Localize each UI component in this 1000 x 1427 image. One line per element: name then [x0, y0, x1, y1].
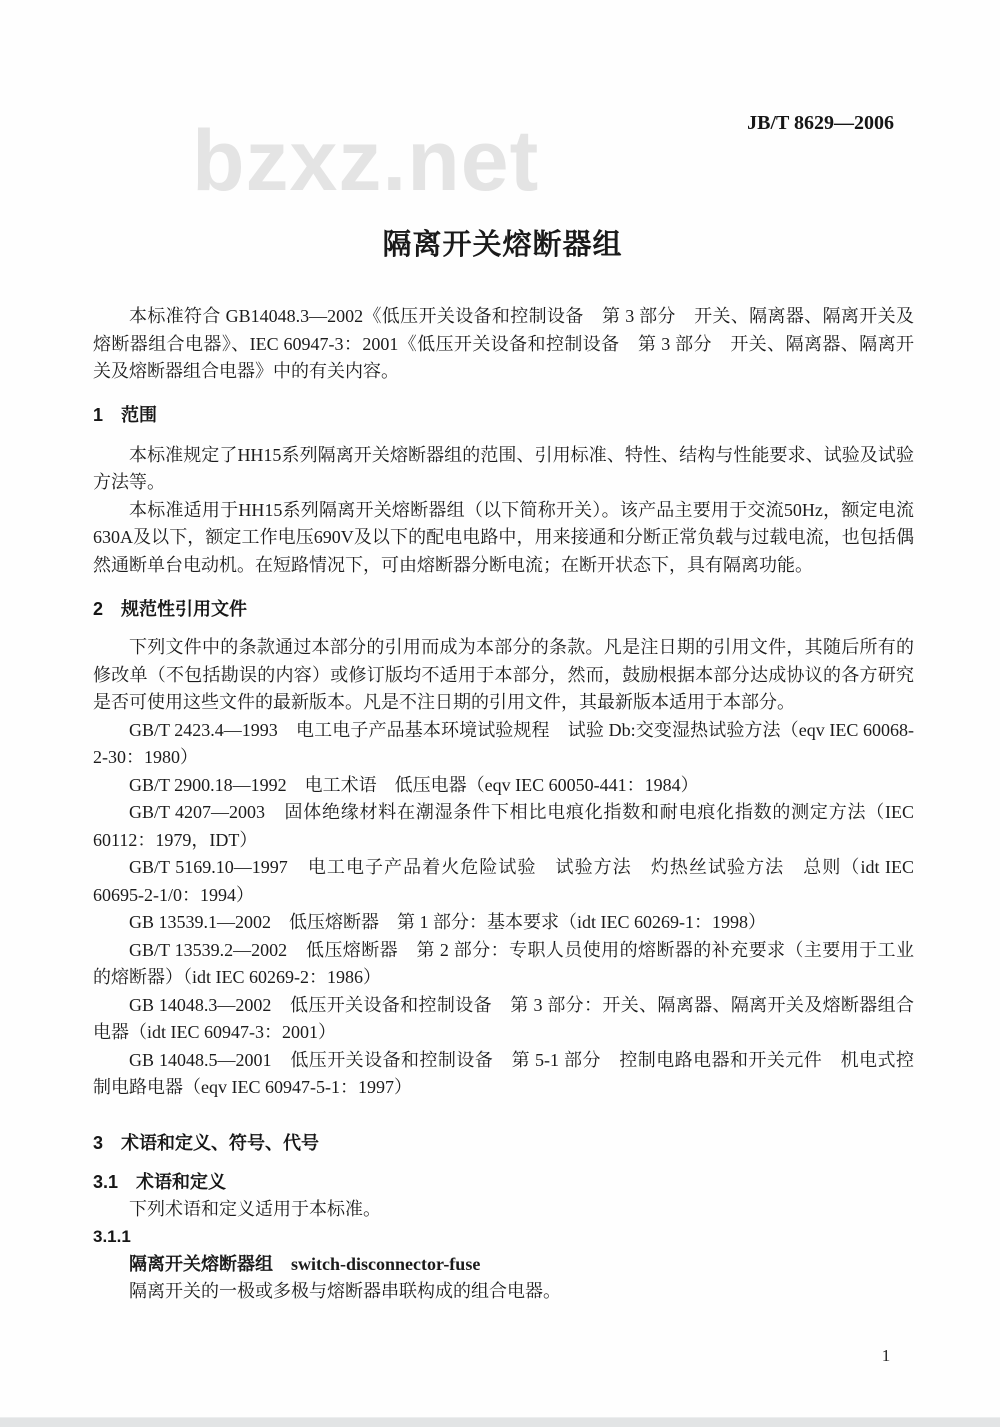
intro-paragraph: 本标准符合 GB14048.3—2002《低压开关设备和控制设备 第 3 部分 开关、隔离器、隔离开关及熔断器组合电器》、IEC 60947-3：2001《低压开关设备和控制设备 第 3 部分 开关、隔离器、隔离开关及熔断器组合电器》中的有关内容。 — [93, 306, 914, 381]
document-title: 隔离开关熔断器组 — [382, 229, 623, 261]
term-definition-text: 隔离开关的一极或多极与熔断器串联构成的组合电器。 — [129, 1281, 561, 1301]
reference-item: GB/T 5169.10—1997 电工电子产品着火危险试验 试验方法 灼热丝试验方法 总则（idt IEC 60695-2-1/0：1994） — [93, 857, 914, 905]
terms-scope-paragraph: 下列术语和定义适用于本标准。 — [129, 1198, 381, 1219]
references-intro-paragraph: 下列文件中的条款通过本部分的引用而成为本部分的条款。凡是注日期的引用文件，其随后所有的修改单（不包括勘误的内容）或修订版均不适用于本部分，然而，鼓励根据本部分达成协议的各方研究是否可使用这些文件的最新版本。凡是不注日期的引用文件，其最新版本适用于本部分。 — [93, 637, 914, 712]
scope-paragraph-1: 本标准规定了HH15系列隔离开关熔断器组的范围、引用标准、特性、结构与性能要求、试验及试验方法等。 — [93, 444, 914, 492]
reference-item: GB 14048.3—2002 低压开关设备和控制设备 第 3 部分：开关、隔离器、隔离开关及熔断器组合电器（idt IEC 60947-3：2001） — [93, 994, 914, 1042]
reference-item: GB/T 2900.18—1992 电工术语 低压电器（eqv IEC 60050-441：1984） — [129, 774, 699, 795]
reference-item: GB 13539.1—2002 低压熔断器 第 1 部分：基本要求（idt IEC 60269-1：1998） — [129, 912, 766, 932]
section-3-1-heading: 3.1 术语和定义 — [93, 1171, 227, 1192]
page-number: 1 — [881, 1346, 891, 1365]
section-1-heading: 1 范围 — [93, 404, 158, 425]
document-body — [93, 303, 914, 1306]
section-3-1-1-heading: 3.1.1 — [93, 1227, 131, 1246]
standard-code: JB/T 8629—2006 — [747, 112, 894, 134]
scan-edge-strip — [0, 1417, 1000, 1427]
scope-paragraph-2: 本标准适用于HH15系列隔离开关熔断器组（以下简称开关）。该产品主要用于交流50Hz，额定电流630A及以下，额定工作电压690V及以下的配电电路中，用来接通和分断正常负载与过载电流，也包括偶然通断单台电动机。在短路情况下，可由熔断器分断电流；在断开状态下，具有隔离功能。 — [93, 499, 914, 575]
watermark-text: bzxz.net — [192, 113, 540, 209]
reference-item: GB/T 2423.4—1993 电工电子产品基本环境试验规程 试验 Db:交变湿热试验方法（eqv IEC 60068-2-30：1980） — [93, 719, 914, 767]
reference-item: GB/T 4207—2003 固体绝缘材料在潮湿条件下相比电痕化指数和耐电痕化指数的测定方法（IEC 60112：1979，IDT） — [93, 802, 914, 850]
section-2-heading: 2 规范性引用文件 — [93, 599, 248, 619]
reference-item: GB 14048.5—2001 低压开关设备和控制设备 第 5-1 部分 控制电路电器和开关元件 机电式控制电路电器（eqv IEC 60947-5-1：1997） — [93, 1049, 914, 1097]
reference-item: GB/T 13539.2—2002 低压熔断器 第 2 部分：专职人员使用的熔断器的补充要求（主要用于工业的熔断器）（idt IEC 60269-2：1986） — [93, 939, 914, 987]
section-3-heading: 3 术语和定义、符号、代号 — [93, 1132, 320, 1153]
term-definition-title: 隔离开关熔断器组 switch-disconnector-fuse — [129, 1253, 481, 1274]
